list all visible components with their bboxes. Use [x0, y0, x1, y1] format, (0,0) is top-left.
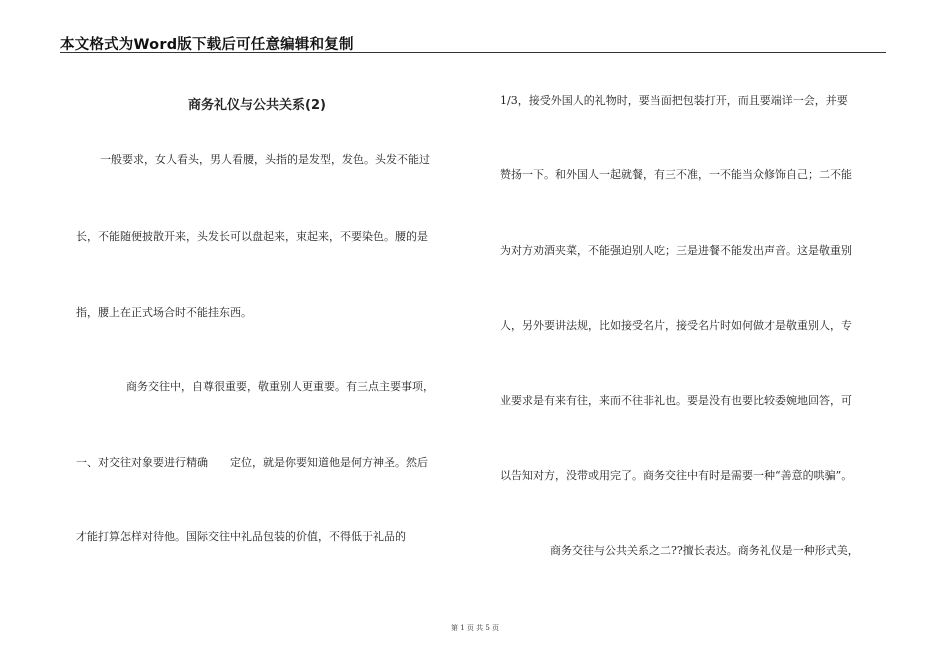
- page-header: [60, 28, 886, 53]
- paragraph-line: 商务交往与公共关系之二??擅长表达。商务礼仪是一种形式美，: [550, 544, 859, 557]
- paragraph-line: 商务交往中，自尊很重要，敬重别人更重要。有三点主要事项，: [126, 380, 434, 393]
- paragraph-line: 业要求是有来有往，来而不往非礼也。要是没有也要比较委婉地回答，可: [500, 394, 852, 407]
- paragraph-line: 赞扬一下。和外国人一起就餐，有三不准，一不能当众修饰自己；二不能: [500, 168, 852, 181]
- paragraph-line: 以告知对方，没带或用完了。商务交往中有时是需要一种“善意的哄骗”。: [500, 469, 853, 482]
- document-title: 商务礼仪与公共关系(2): [188, 98, 326, 113]
- paragraph-line: 为对方劝酒夹菜，不能强迫别人吃；三是进餐不能发出声音。这是敬重别: [500, 244, 852, 257]
- page-number-footer: 第 1 页 共 5 页: [450, 624, 500, 632]
- header-title: 本文格式为Word版下载后可任意编辑和复制: [60, 37, 354, 53]
- paragraph-line: 人，另外要讲法规，比如接受名片，接受名片时如何做才是敬重别人，专: [500, 319, 852, 332]
- paragraph-line: 一般要求，女人看头，男人看腰，头指的是发型，发色。头发不能过: [100, 153, 430, 166]
- paragraph-line: 才能打算怎样对待他。国际交往中礼品包装的价值，不得低于礼品的: [76, 530, 406, 543]
- paragraph-line: 1/3，接受外国人的礼物时，要当面把包装打开，而且要端详一会，并要: [500, 94, 848, 107]
- paragraph-line: 指，腰上在正式场合时不能挂东西。: [76, 306, 252, 319]
- paragraph-line: 一、对交往对象要进行精确 定位，就是你要知道他是何方神圣。然后: [76, 456, 428, 469]
- paragraph-line: 长，不能随便披散开来，头发长可以盘起来，束起来，不要染色。腰的是: [76, 230, 428, 243]
